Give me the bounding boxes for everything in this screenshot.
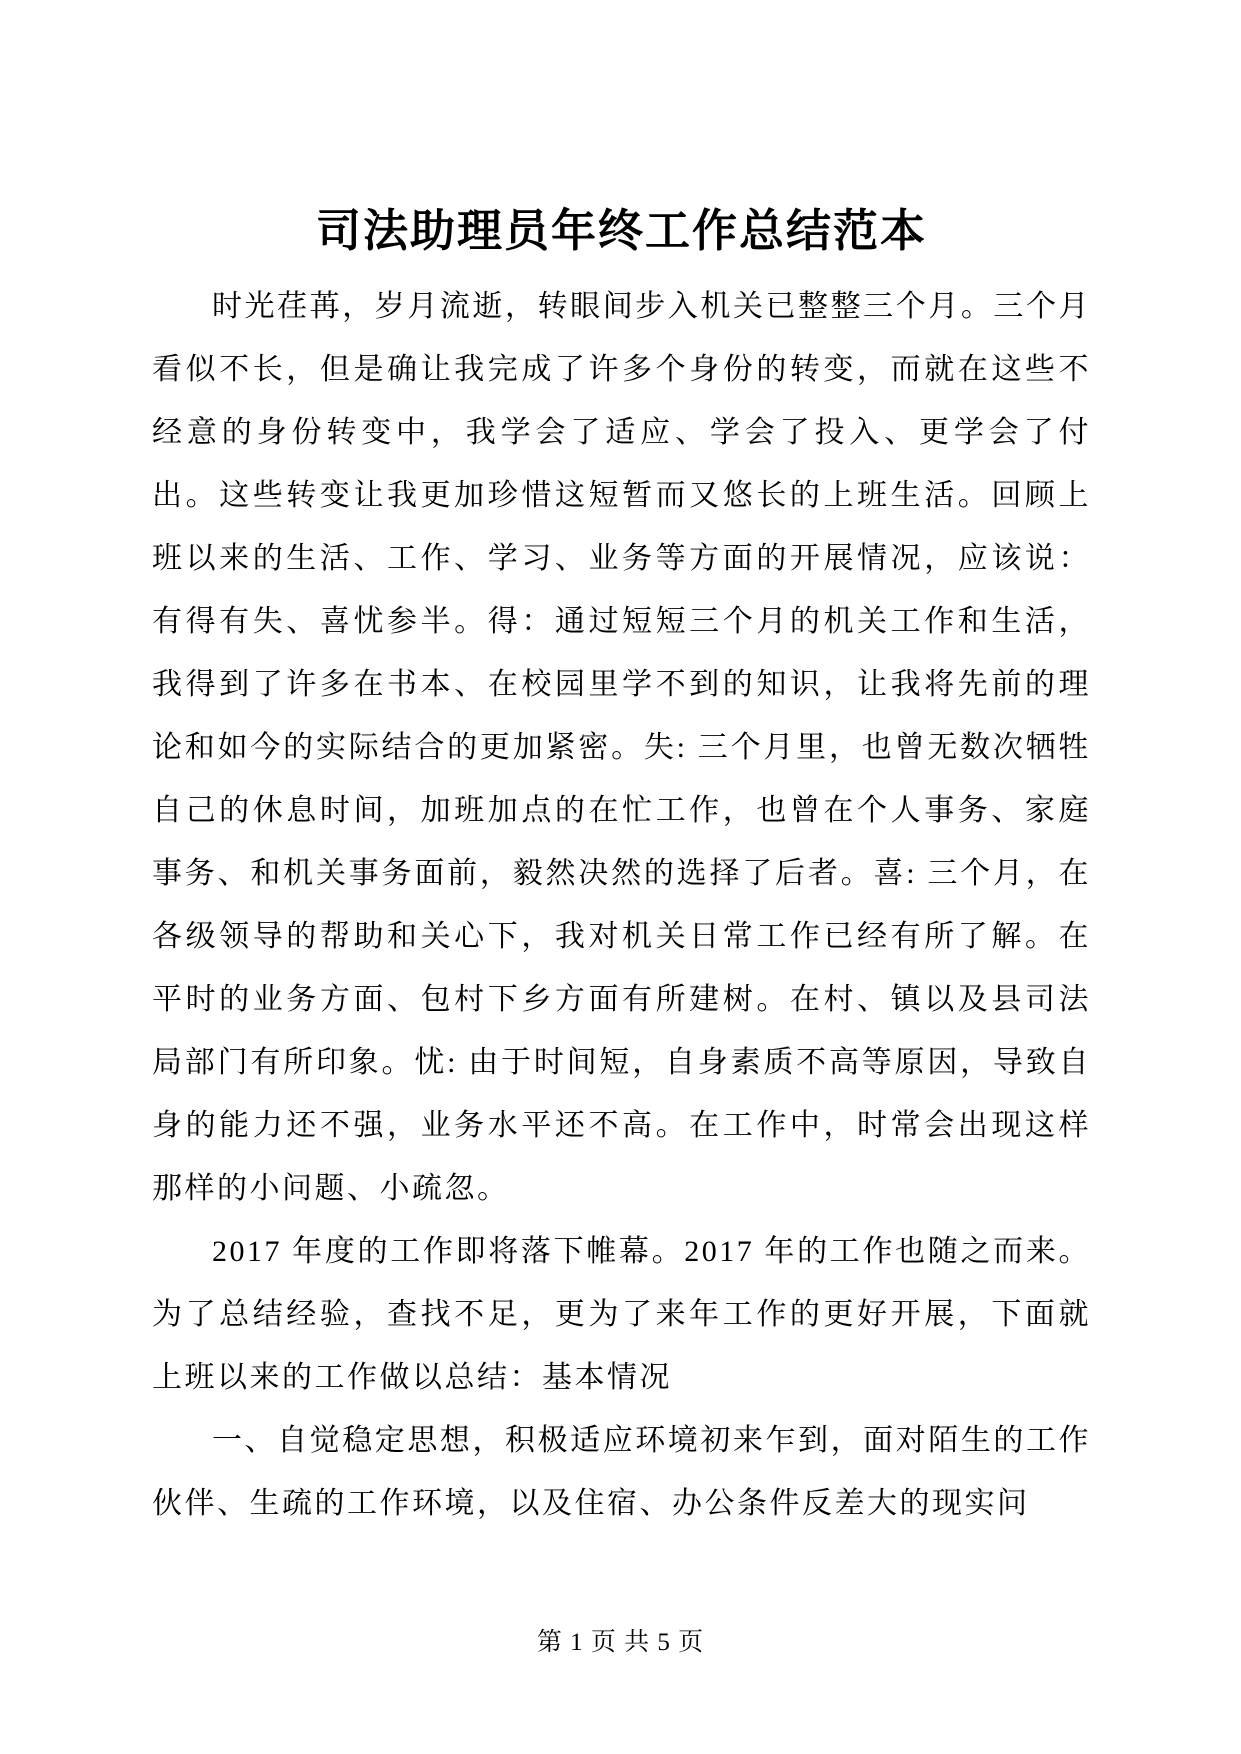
page-number-label: 第 1 页 共 5 页 [536, 1629, 705, 1656]
paragraph: 一、自觉稳定思想，积极适应环境初来乍到，面对陌生的工作伙伴、生疏的工作环境，以及住宿、办公条件反差大的现实问 [152, 1423, 1091, 1520]
document-title: 司法助理员年终工作总结范本 [315, 206, 927, 256]
paragraph: 时光荏苒，岁月流逝，转眼间步入机关已整整三个月。三个月看似不长，但是确让我完成了许多个身份的转变，而就在这些不经意的身份转变中，我学会了适应、学会了投入、更学会了付出。这些转变让我更加珍惜这短暂而又悠长的上班生活。回顾上班以来的生活、工作、学习、业务等方面的开展情况，应该说：有得有失、喜忧参半。得：通过短短三个月的机关工作和生活，我得到了许多在书本、在校园里学不到的知识，让我将先前的理论和如今的实际结合的更加紧密。失: 三个月里，也曾无数次牺牲自己的休息时间，加班加点的在忙工作，也曾在个人事务、家庭事务、和机关事务面前，毅然决然的选择了后者。喜: 三个月，在各级领导的帮助和关心下，我对机关日常工作已经有所了解。在平时的业务方面、包村下乡方面有所建树。在村、镇以及县司法局部门有所印象。忧: 由于时间短，自身素质不高等原因，导致自身的能力还不强，业务水平还不高。在工作中，时常会出现这样那样的小问题、小疏忽。 [152, 289, 1091, 1205]
document-body [152, 275, 1091, 1535]
paragraph: 2017 年度的工作即将落下帷幕。2017 年的工作也随之而来。为了总结经验，查找不足，更为了来年工作的更好开展，下面就上班以来的工作做以总结：基本情况 [152, 1234, 1091, 1394]
page-footer [0, 1622, 1241, 1658]
